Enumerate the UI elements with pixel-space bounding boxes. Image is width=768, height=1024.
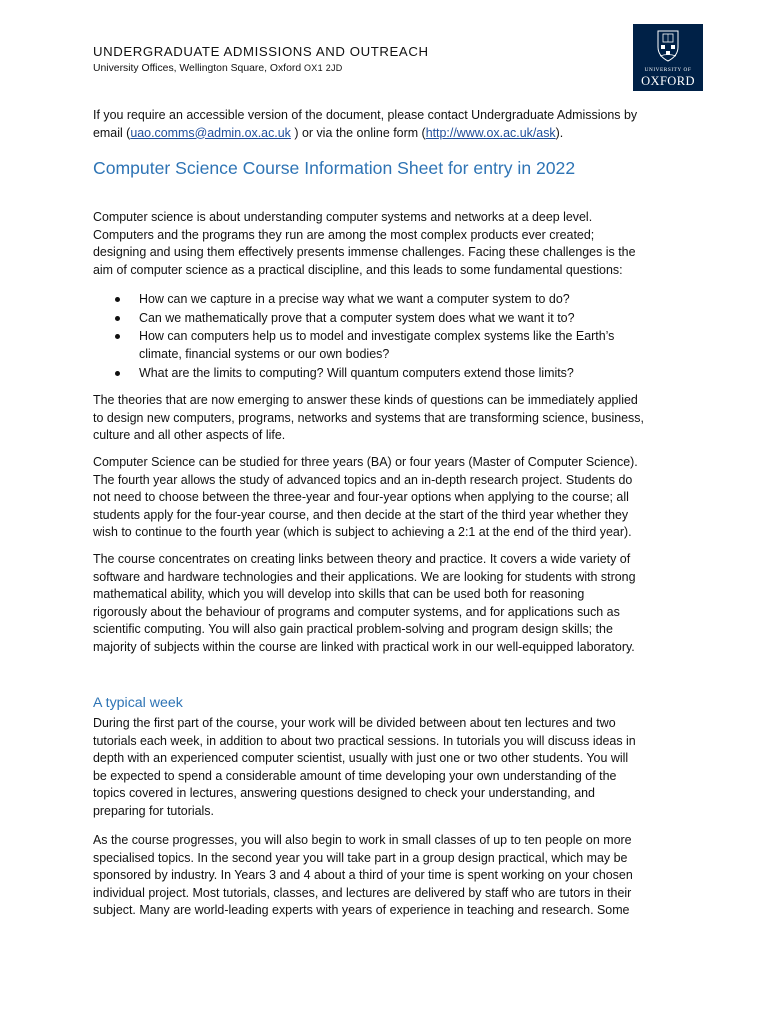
paragraph-line: Computer Science can be studied for three years (BA) or four years (Master of Computer Science). (93, 455, 638, 469)
paragraph-line: software and hardware technologies and their applications. We are looking for students with strong (93, 569, 636, 584)
online-form-link[interactable]: http://www.ox.ac.uk/ask (425, 125, 556, 140)
accessibility-text-b: ) or via the online form ( (290, 125, 426, 140)
intro-line: Computers and the programs they run are among the most complex products ever created; (93, 227, 595, 242)
oxford-crest-icon (656, 29, 680, 63)
intro-line: designing and using them effectively presents immense challenges. Facing these challenges is the (93, 245, 636, 259)
bullet-icon (115, 371, 120, 376)
study-paragraph (93, 454, 693, 542)
bullet-icon (115, 316, 120, 321)
paragraph-line: culture and all other aspects of life. (93, 428, 286, 442)
accessibility-text-c: ). (555, 125, 564, 140)
intro-line: Computer science is about understanding computer systems and networks at a deep level. (93, 210, 593, 224)
paragraph-line: rigorously about the behaviour of programs and computer systems, and for applications such as (93, 604, 620, 619)
postcode: OX1 2JD (303, 63, 343, 73)
paragraph-line: majority of subjects within the course are linked with practical work in our well-equipped laboratory. (93, 639, 635, 654)
accessibility-note (93, 107, 693, 142)
paragraph-line: subject. Many are world-leading experts with years of experience in teaching and research. Some (93, 903, 630, 917)
section-heading-typical-week: A typical week (93, 695, 183, 711)
paragraph-line: The theories that are now emerging to answer these kinds of questions can be immediately applied (93, 393, 638, 407)
paragraph-line: scientific computing. You will also gain practical problem-solving and program design skills; the (93, 622, 613, 636)
intro-line: aim of computer science as a practical discipline, and this leads to some fundamental questions: (93, 262, 623, 277)
intro-paragraph (93, 209, 693, 279)
course-paragraph (93, 551, 693, 656)
paragraph-line: individual project. Most tutorials, classes, and lectures are delivered by staff who are tutors in their (93, 885, 632, 900)
accessibility-text-a: email ( (93, 125, 131, 140)
theories-paragraph (93, 392, 693, 445)
email-link[interactable]: uao.comms@admin.ox.ac.uk (130, 125, 291, 140)
paragraph-line: tutorials each week, in addition to about two practical sessions. In tutorials you will discuss ideas in (93, 733, 636, 748)
paragraph-line: mathematical ability, which you will develop into skills that can be used both for reasoning (93, 587, 585, 601)
paragraph-line: depth with an experienced computer scientist, usually with just one or two other students. You will (93, 751, 629, 765)
accessibility-line-1: If you require an accessible version of the document, please contact Undergraduate Admissions by (93, 108, 638, 122)
paragraph-line: preparing for tutorials. (93, 803, 214, 818)
paragraph-line: As the course progresses, you will also begin to work in small classes of up to ten people on more (93, 833, 632, 847)
accessibility-line-2 (93, 125, 693, 143)
progress-paragraph (93, 832, 693, 920)
bullet-icon (115, 297, 120, 302)
logo-oxford: OXFORD (641, 74, 695, 88)
address-text: University Offices, Wellington Square, Oxford (93, 63, 302, 74)
list-item-text: climate, financial systems or our own bodies? (139, 346, 390, 361)
list-item-text: What are the limits to computing? Will quantum computers extend those limits? (139, 366, 574, 380)
paragraph-line: not need to choose between the three-year and four-year options when applying to the course; all (93, 490, 629, 504)
paragraph-line: topics covered in lectures, answering questions designed to check your understanding, and (93, 786, 595, 800)
document-title: Computer Science Course Information Sheet for entry in 2022 (93, 158, 576, 178)
header-title: UNDERGRADUATE ADMISSIONS AND OUTREACH (93, 44, 429, 59)
list-item-text: How can we capture in a precise way what we want a computer system to do? (139, 292, 570, 306)
paragraph-line: The fourth year allows the study of advanced topics and an in-depth research project. Students do (93, 472, 633, 487)
week-paragraph (93, 715, 693, 820)
paragraph-line: wish to continue to the fourth year (which is subject to achieving a 2:1 at the end of the third year). (93, 525, 632, 539)
paragraph-line: During the first part of the course, your work will be divided between about ten lectures and two (93, 716, 616, 730)
paragraph-line: to design new computers, programs, networks and systems that are transforming science, business, (93, 410, 644, 425)
header-address (93, 63, 343, 74)
oxford-logo (633, 24, 703, 91)
paragraph-line: be expected to spend a considerable amount of time developing your own understanding of the (93, 768, 617, 783)
list-item-text: Can we mathematically prove that a computer system does what we want it to? (139, 311, 575, 325)
paragraph-line: students apply for the four-year course, and then decide at the start of the third year whether they (93, 507, 629, 522)
paragraph-line: The course concentrates on creating links between theory and practice. It covers a wide variety of (93, 552, 631, 566)
list-item-text: How can computers help us to model and investigate complex systems like the Earth’s (139, 329, 615, 343)
logo-university-of: UNIVERSITY OF (644, 67, 692, 73)
paragraph-line: sponsored by industry. In Years 3 and 4 about a third of your time is spent working on your chosen (93, 868, 633, 882)
paragraph-line: specialised topics. In the second year you will take part in a group design practical, which may be (93, 850, 628, 865)
bullet-icon (115, 334, 120, 339)
